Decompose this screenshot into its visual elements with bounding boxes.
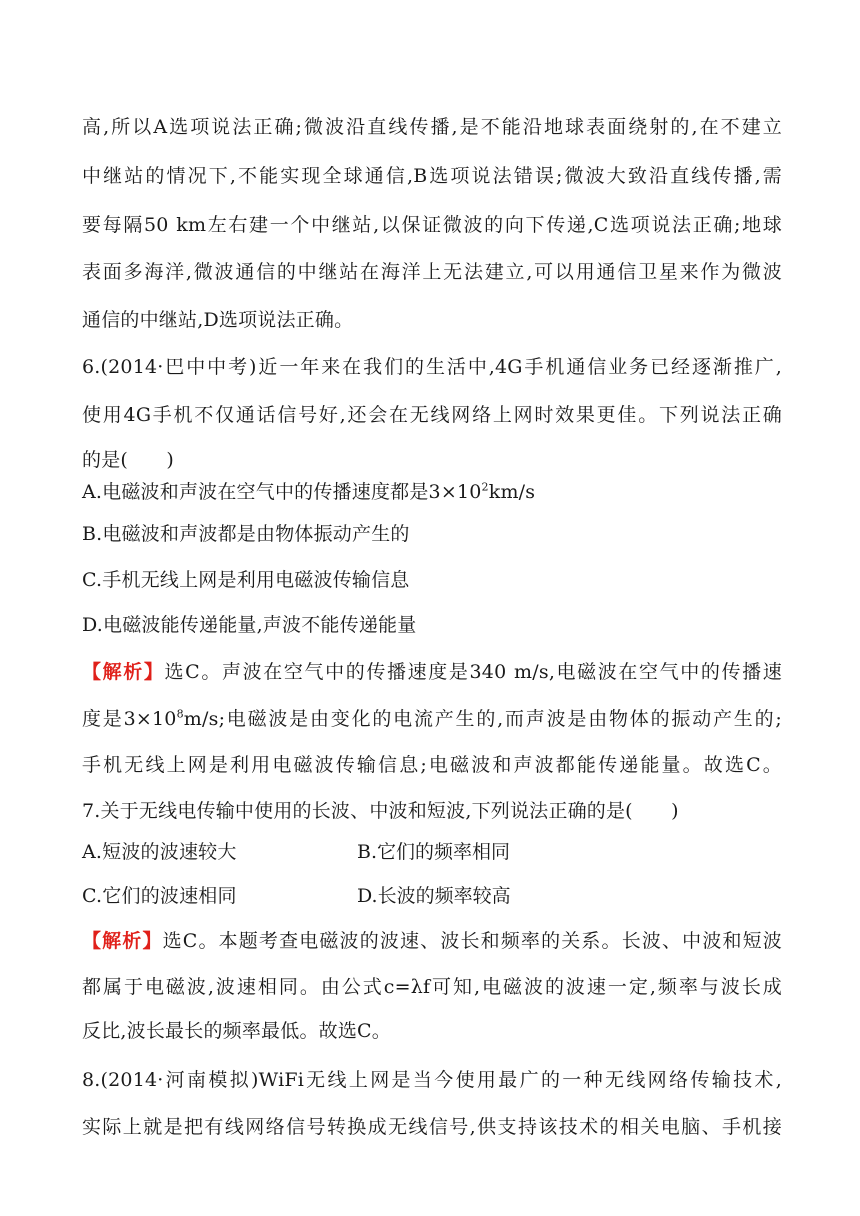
q7-analysis-line-2: 都属于电磁波,波速相同。由公式c=λf可知,电磁波的波速一定,频率与波长成 [82, 976, 782, 998]
q7-analysis-line-3: 反比,波长最长的频率最低。故选C。 [82, 1020, 391, 1042]
q7-option-a: A.短波的波速较大 [82, 841, 237, 863]
q7-option-d: D.长波的频率较高 [357, 885, 511, 907]
q6-option-a-unit: km/s [488, 481, 536, 503]
q6-option-b: B.电磁波和声波都是由物体振动产生的 [82, 523, 410, 545]
q8-stem-line-2: 实际上就是把有线网络信号转换成无线信号,供支持该技术的相关电脑、手机接 [82, 1116, 782, 1138]
answer5-line-4: 表面多海洋,微波通信的中继站在海洋上无法建立,可以用通信卫星来作为微波 [82, 261, 782, 283]
q6-analysis-exponent: 8 [176, 707, 184, 721]
q7-option-b: B.它们的频率相同 [357, 841, 511, 863]
q6-analysis-line-1 [82, 657, 782, 684]
q6-stem-line-3: 的是( ) [82, 449, 175, 471]
q6-analysis-label: 【解析】 [82, 661, 165, 683]
q7-analysis-text-1: 选C。本题考查电磁波的波速、波长和频率的关系。长波、中波和短波 [162, 930, 782, 952]
q7-stem: 7.关于无线电传输中使用的长波、中波和短波,下列说法正确的是( ) [82, 800, 679, 822]
q6-option-a [82, 477, 535, 504]
q7-option-c: C.它们的波速相同 [82, 885, 237, 907]
q8-stem-line-1: 8.(2014·河南模拟)WiFi无线上网是当今使用最广的一种无线网络传输技术, [82, 1069, 782, 1091]
q7-analysis-line-1 [82, 926, 782, 953]
answer5-line-5: 通信的中继站,D选项说法正确。 [82, 309, 354, 331]
q6-analysis-line-2 [82, 704, 782, 731]
q7-analysis-label: 【解析】 [82, 930, 163, 952]
q6-analysis-text-2a: 度是3×10 [82, 708, 177, 730]
q6-option-c: C.手机无线上网是利用电磁波传输信息 [82, 569, 410, 591]
answer5-line-1: 高,所以A选项说法正确;微波沿直线传播,是不能沿地球表面绕射的,在不建立 [82, 116, 782, 138]
answer5-line-3: 要每隔50 km左右建一个中继站,以保证微波的向下传递,C选项说法正确;地球 [82, 214, 782, 236]
q6-stem-line-2: 使用4G手机不仅通话信号好,还会在无线网络上网时效果更佳。下列说法正确 [82, 404, 782, 426]
q6-option-d: D.电磁波能传递能量,声波不能传递能量 [82, 614, 417, 636]
q6-option-a-exponent: 2 [481, 480, 489, 494]
q6-analysis-line-3: 手机无线上网是利用电磁波传输信息;电磁波和声波都能传递能量。故选C。 [82, 754, 782, 776]
answer5-line-2: 中继站的情况下,不能实现全球通信,B选项说法错误;微波大致沿直线传播,需 [82, 165, 782, 187]
q6-option-a-text: A.电磁波和声波在空气中的传播速度都是3×10 [82, 481, 482, 503]
q6-analysis-text-2b: m/s;电磁波是由变化的电流产生的,而声波是由物体的振动产生的; [183, 708, 782, 730]
q6-stem-line-1: 6.(2014·巴中中考)近一年来在我们的生活中,4G手机通信业务已经逐渐推广, [82, 356, 782, 378]
q6-analysis-text-1: 选C。声波在空气中的传播速度是340 m/s,电磁波在空气中的传播速 [164, 661, 782, 683]
